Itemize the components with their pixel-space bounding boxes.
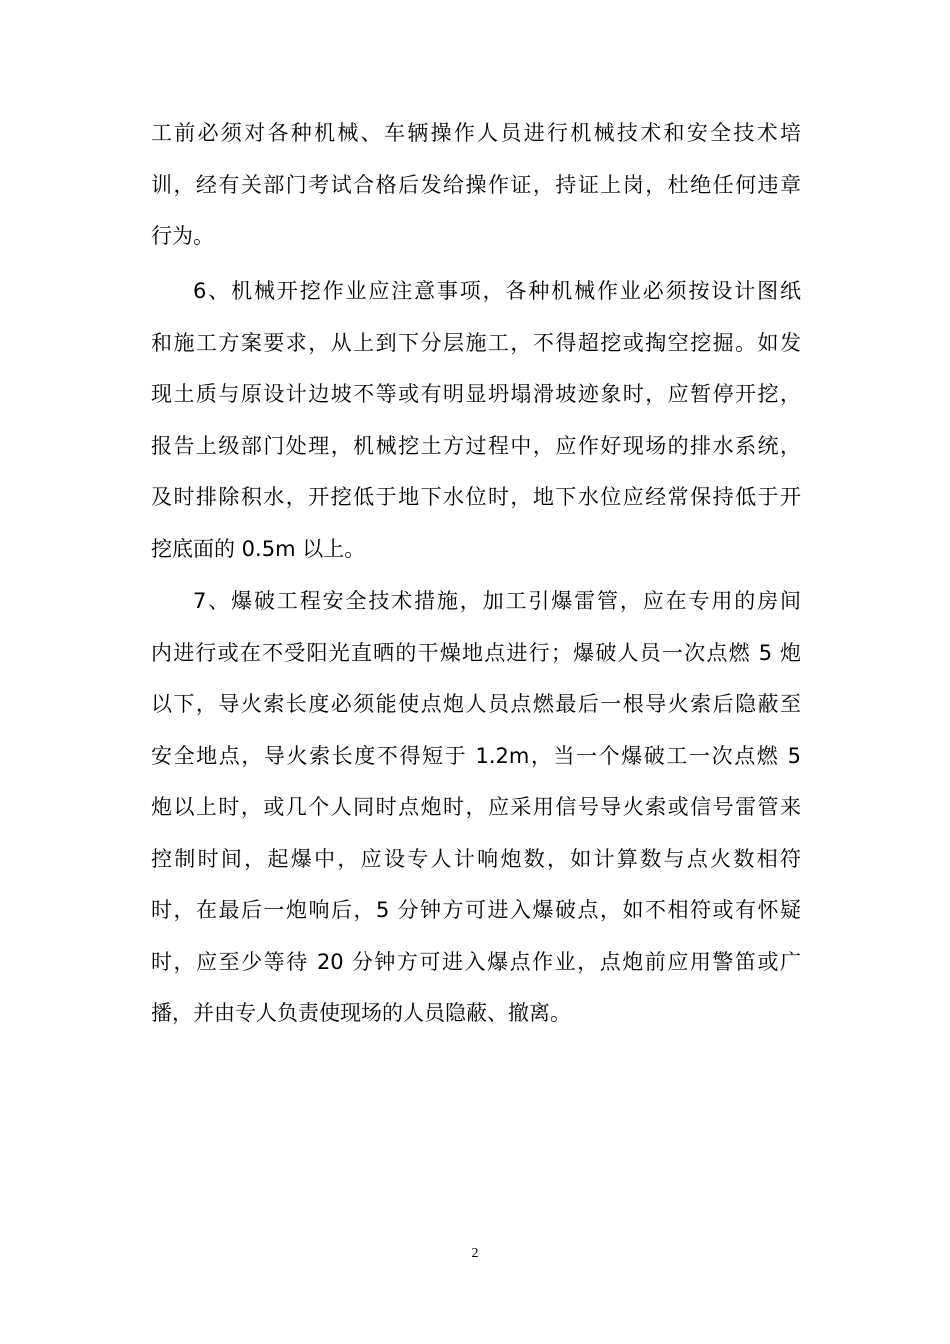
text-line: 工前必须对各种机械、车辆操作人员进行机械技术和安全技术培 [151,121,801,145]
text-line: 及时排除积水，开挖低于地下水位时，地下水位应经常保持低于开 [151,485,801,509]
paragraph-blasting-safety [151,576,801,1040]
text-line: 挖底面的 0.5m 以上。 [151,536,366,561]
paragraph-machine-training [151,108,801,263]
text-line: 炮以上时，或几个人同时点炮时，应采用信号导火索或信号雷管来 [151,795,801,819]
text-line: 训，经有关部门考试合格后发给操作证，持证上岗，杜绝任何违章 [151,172,801,197]
text-line: 6、机械开挖作业应注意事项，各种机械作业必须按设计图纸 [193,279,801,303]
text-line: 安全地点，导火索长度不得短于 1.2m，当一个爆破工一次点燃 5 [151,743,801,768]
text-line: 内进行或在不受阳光直晒的干燥地点进行；爆破人员一次点燃 5 炮 [151,640,801,665]
text-line: 以下，导火索长度必须能使点炮人员点燃最后一根导火索后隐蔽至 [151,692,801,716]
text-line: 时，应至少等待 20 分钟方可进入爆点作业，点炮前应用警笛或广 [151,949,801,974]
text-line: 播，并由专人负责使现场的人员隐蔽、撤离。 [151,1001,571,1025]
text-line: 控制时间，起爆中，应设专人计响炮数，如计算数与点火数相符 [151,846,801,871]
text-line: 报告上级部门处理，机械挖土方过程中，应作好现场的排水系统， [151,433,801,458]
text-line: 7、爆破工程安全技术措施，加工引爆雷管，应在专用的房间 [193,589,801,613]
text-line: 和施工方案要求，从上到下分层施工，不得超挖或掏空挖掘。如发 [151,330,801,355]
text-line: 行为。 [151,224,214,248]
paragraph-machine-excavation [151,266,801,575]
page-number: 2 [471,1246,479,1261]
text-line: 现土质与原设计边坡不等或有明显坍塌滑坡迹象时，应暂停开挖， [151,382,801,406]
text-line: 时，在最后一炮响后，5 分钟方可进入爆破点，如不相符或有怀疑 [151,898,801,922]
